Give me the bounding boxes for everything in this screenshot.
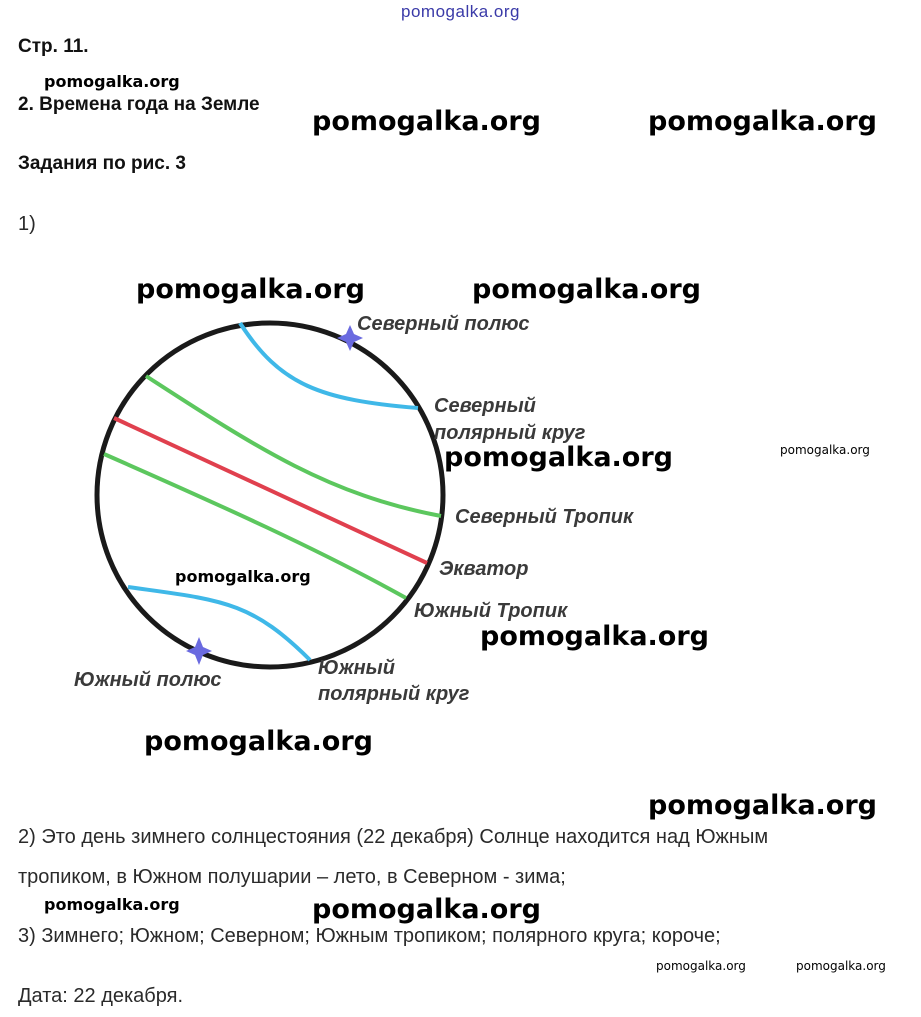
label-tropic-capricorn: Южный Тропик	[414, 600, 568, 622]
watermark: pomogalka.org	[144, 726, 373, 757]
watermark: pomogalka.org	[44, 895, 180, 914]
label-tropic-cancer: Северный Тропик	[455, 506, 634, 528]
item-2-line-2: тропиком, в Южном полушарии – лето, в Северном - зима;	[18, 866, 566, 888]
watermark: pomogalka.org	[796, 959, 886, 973]
watermark: pomogalka.org	[780, 443, 870, 457]
south-pole-marker	[186, 637, 212, 665]
task-title: Задания по рис. 3	[18, 153, 186, 174]
watermark: pomogalka.org	[136, 274, 365, 305]
item-2-line-1: 2) Это день зимнего солнцестояния (22 декабря) Солнце находится над Южным	[18, 826, 769, 848]
item-1-label: 1)	[18, 213, 36, 235]
watermark: pomogalka.org	[312, 106, 541, 137]
globe-outline	[97, 323, 443, 667]
watermark: pomogalka.org	[656, 959, 746, 973]
watermark: pomogalka.org	[648, 106, 877, 137]
label-arctic-circle-1: Северный	[434, 395, 536, 417]
page-number: Стр. 11.	[18, 36, 89, 57]
label-north-pole: Северный полюс	[357, 313, 530, 335]
label-equator: Экватор	[439, 558, 529, 580]
watermark: pomogalka.org	[648, 790, 877, 821]
label-arctic-circle-2: полярный круг	[434, 422, 586, 444]
label-antarctic-circle-1: Южный	[318, 657, 395, 679]
watermark: pomogalka.org	[44, 72, 180, 91]
north-tropic-line	[146, 376, 441, 516]
section-title: 2. Времена года на Земле	[18, 94, 260, 115]
watermark: pomogalka.org	[312, 894, 541, 925]
watermark: pomogalka.org	[444, 442, 673, 473]
date-line: Дата: 22 декабря.	[18, 985, 184, 1007]
label-antarctic-circle-2: полярный круг	[318, 683, 470, 705]
item-3-line: 3) Зимнего; Южном; Северном; Южным тропиком; полярного круга; короче;	[18, 925, 721, 947]
label-south-pole: Южный полюс	[74, 669, 222, 691]
equator-line	[114, 418, 427, 563]
site-link-top[interactable]: pomogalka.org	[401, 2, 520, 21]
watermark: pomogalka.org	[472, 274, 701, 305]
watermark: pomogalka.org	[480, 621, 709, 652]
watermark: pomogalka.org	[175, 567, 311, 586]
